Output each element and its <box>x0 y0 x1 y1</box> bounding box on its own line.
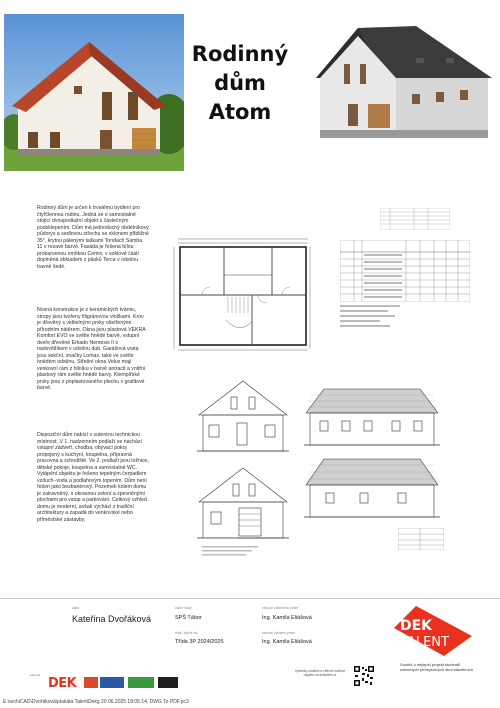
author-label: autor <box>72 606 80 610</box>
title-line-3: Atom <box>208 100 272 124</box>
description-text-3: Dispoziční dům nabízí v suterénu technickou místnost. V 1. nadzemním podlaží se nachází vstupní zádveří, chodba, obývací pokoj propojený s kuchyní, koupelna, přípravná pracovna a schodiště. Ve 2. podlaží jsou ložnice, dětské pokoje, koupelna a samostatné WC. Vytápění objektu je řešeno tepelným čerpadlem vzduch–voda a podlahovým topením. Dům není řešen jako bezbariérový. Pozemek kolem domu je zatravněný, s okrasnou zelení a zpevněnými plochami pro vstup a parkování. Celkový vzhled domu je moderní, avšak vychází z tradiční architektury a zapadá do venkovské nebo příměstské zástavby. <box>37 432 149 523</box>
description-text-2: Nosná konstrukce je z keramických tvárnic, stropy jsou tvořeny filigránovou vložkami. Krov je dřevěný s viditelnými prvky ošetřenými přírodním nátěrem. Okna jsou plastová VEKRA Komfort EVO ve světle hnědé barvě, vstupní dveře dřevěné Erkado Nemesis II s nadsvětlíkem v odstínu dub. Garážová vrata jsou sekční, značky Lomax, také ve světle hnědém odstínu. Střešní okna Velux mají venkovní rám z hliníku v barvě antracit a vnitřní plastový rám světle hnědé barvy. Klempířské prvky jsou z poplastovaného plechu v grafitové barvě. <box>37 307 146 391</box>
class-label: třída / školní rok <box>175 631 198 635</box>
class-name: Třída 3P 2024/2025 <box>175 639 224 645</box>
title-line-1: Rodinný <box>191 42 289 66</box>
author-name: Kateřina Dvořáková <box>72 614 152 624</box>
description-paragraph-2 <box>37 307 149 392</box>
title-line-2: dům <box>214 71 266 95</box>
elevation-west <box>193 462 293 542</box>
floor-plan-drawing <box>172 235 312 353</box>
house-render-front <box>4 14 184 171</box>
footer-divider <box>0 598 500 599</box>
description-paragraph-1 <box>37 205 149 270</box>
badge-text-talent: TALENT <box>400 635 449 650</box>
window-schedule-table <box>340 240 470 302</box>
badge-text-dek: DEK <box>400 618 433 634</box>
dek-talent-logo <box>394 606 472 656</box>
teacher-name: Ing. Kamila Eliášová <box>262 615 312 621</box>
description-paragraph-3 <box>37 432 149 523</box>
partner-logo-2 <box>84 677 98 688</box>
elevation-east <box>193 375 293 455</box>
elevation-south <box>302 385 442 450</box>
school-label: název školy <box>175 606 192 610</box>
info-table-small <box>380 208 450 230</box>
qr-caption: Výsledky soutěže a vítězné kolekce najdete na dektalent.cz <box>294 669 346 677</box>
school-name: SPŠ Tábor <box>175 615 202 621</box>
teacher-label: vedoucí odborného práce <box>262 606 299 610</box>
file-path: E:\archiCAD\Dvořáková\plakáta TalentDekg 20.06.2025 18:05:14, DWG To PDF.pc3 <box>3 699 189 705</box>
partners-label: partneři <box>30 673 41 677</box>
consultant-name: Ing. Kamila Eliášová <box>262 639 312 645</box>
drawing-title-block <box>398 528 444 550</box>
elevation-north <box>302 455 442 525</box>
notes-block <box>202 545 262 557</box>
legend-notes <box>340 305 410 331</box>
poster-title <box>186 40 294 127</box>
consultant-label: vedoucí výtvarné práce <box>262 631 295 635</box>
qr-code-icon[interactable] <box>353 665 375 687</box>
partner-logo-4 <box>128 677 154 688</box>
description-text-1: Rodinný dům je určen k trvalému bydlení pro čtyřčlennou rodinu. Jedná se o samostatně stojící dvoupodlažní objekt s částečným podsklepením. Dům má jednoduchý obdélníkový půdorys a sedlovou střechu se sklonem přibližně 35°, krytou pálenými taškami Tondach Samba 11 v rezavé barvě. Fasáda je řešena bílou probarvenou omítkou Cemix, v soklové části doplněná obkladem z pásků Terca v odstínu travně šedé. <box>37 205 149 270</box>
partner-logo-3 <box>100 677 124 688</box>
talent-description: Soutěž o nejlepší projekt studentů odborných průmyslových škol stavebních <box>400 662 473 673</box>
partner-logo-5 <box>158 677 178 688</box>
dek-partner-logo: DEK <box>48 676 77 691</box>
house-render-back <box>296 18 496 146</box>
